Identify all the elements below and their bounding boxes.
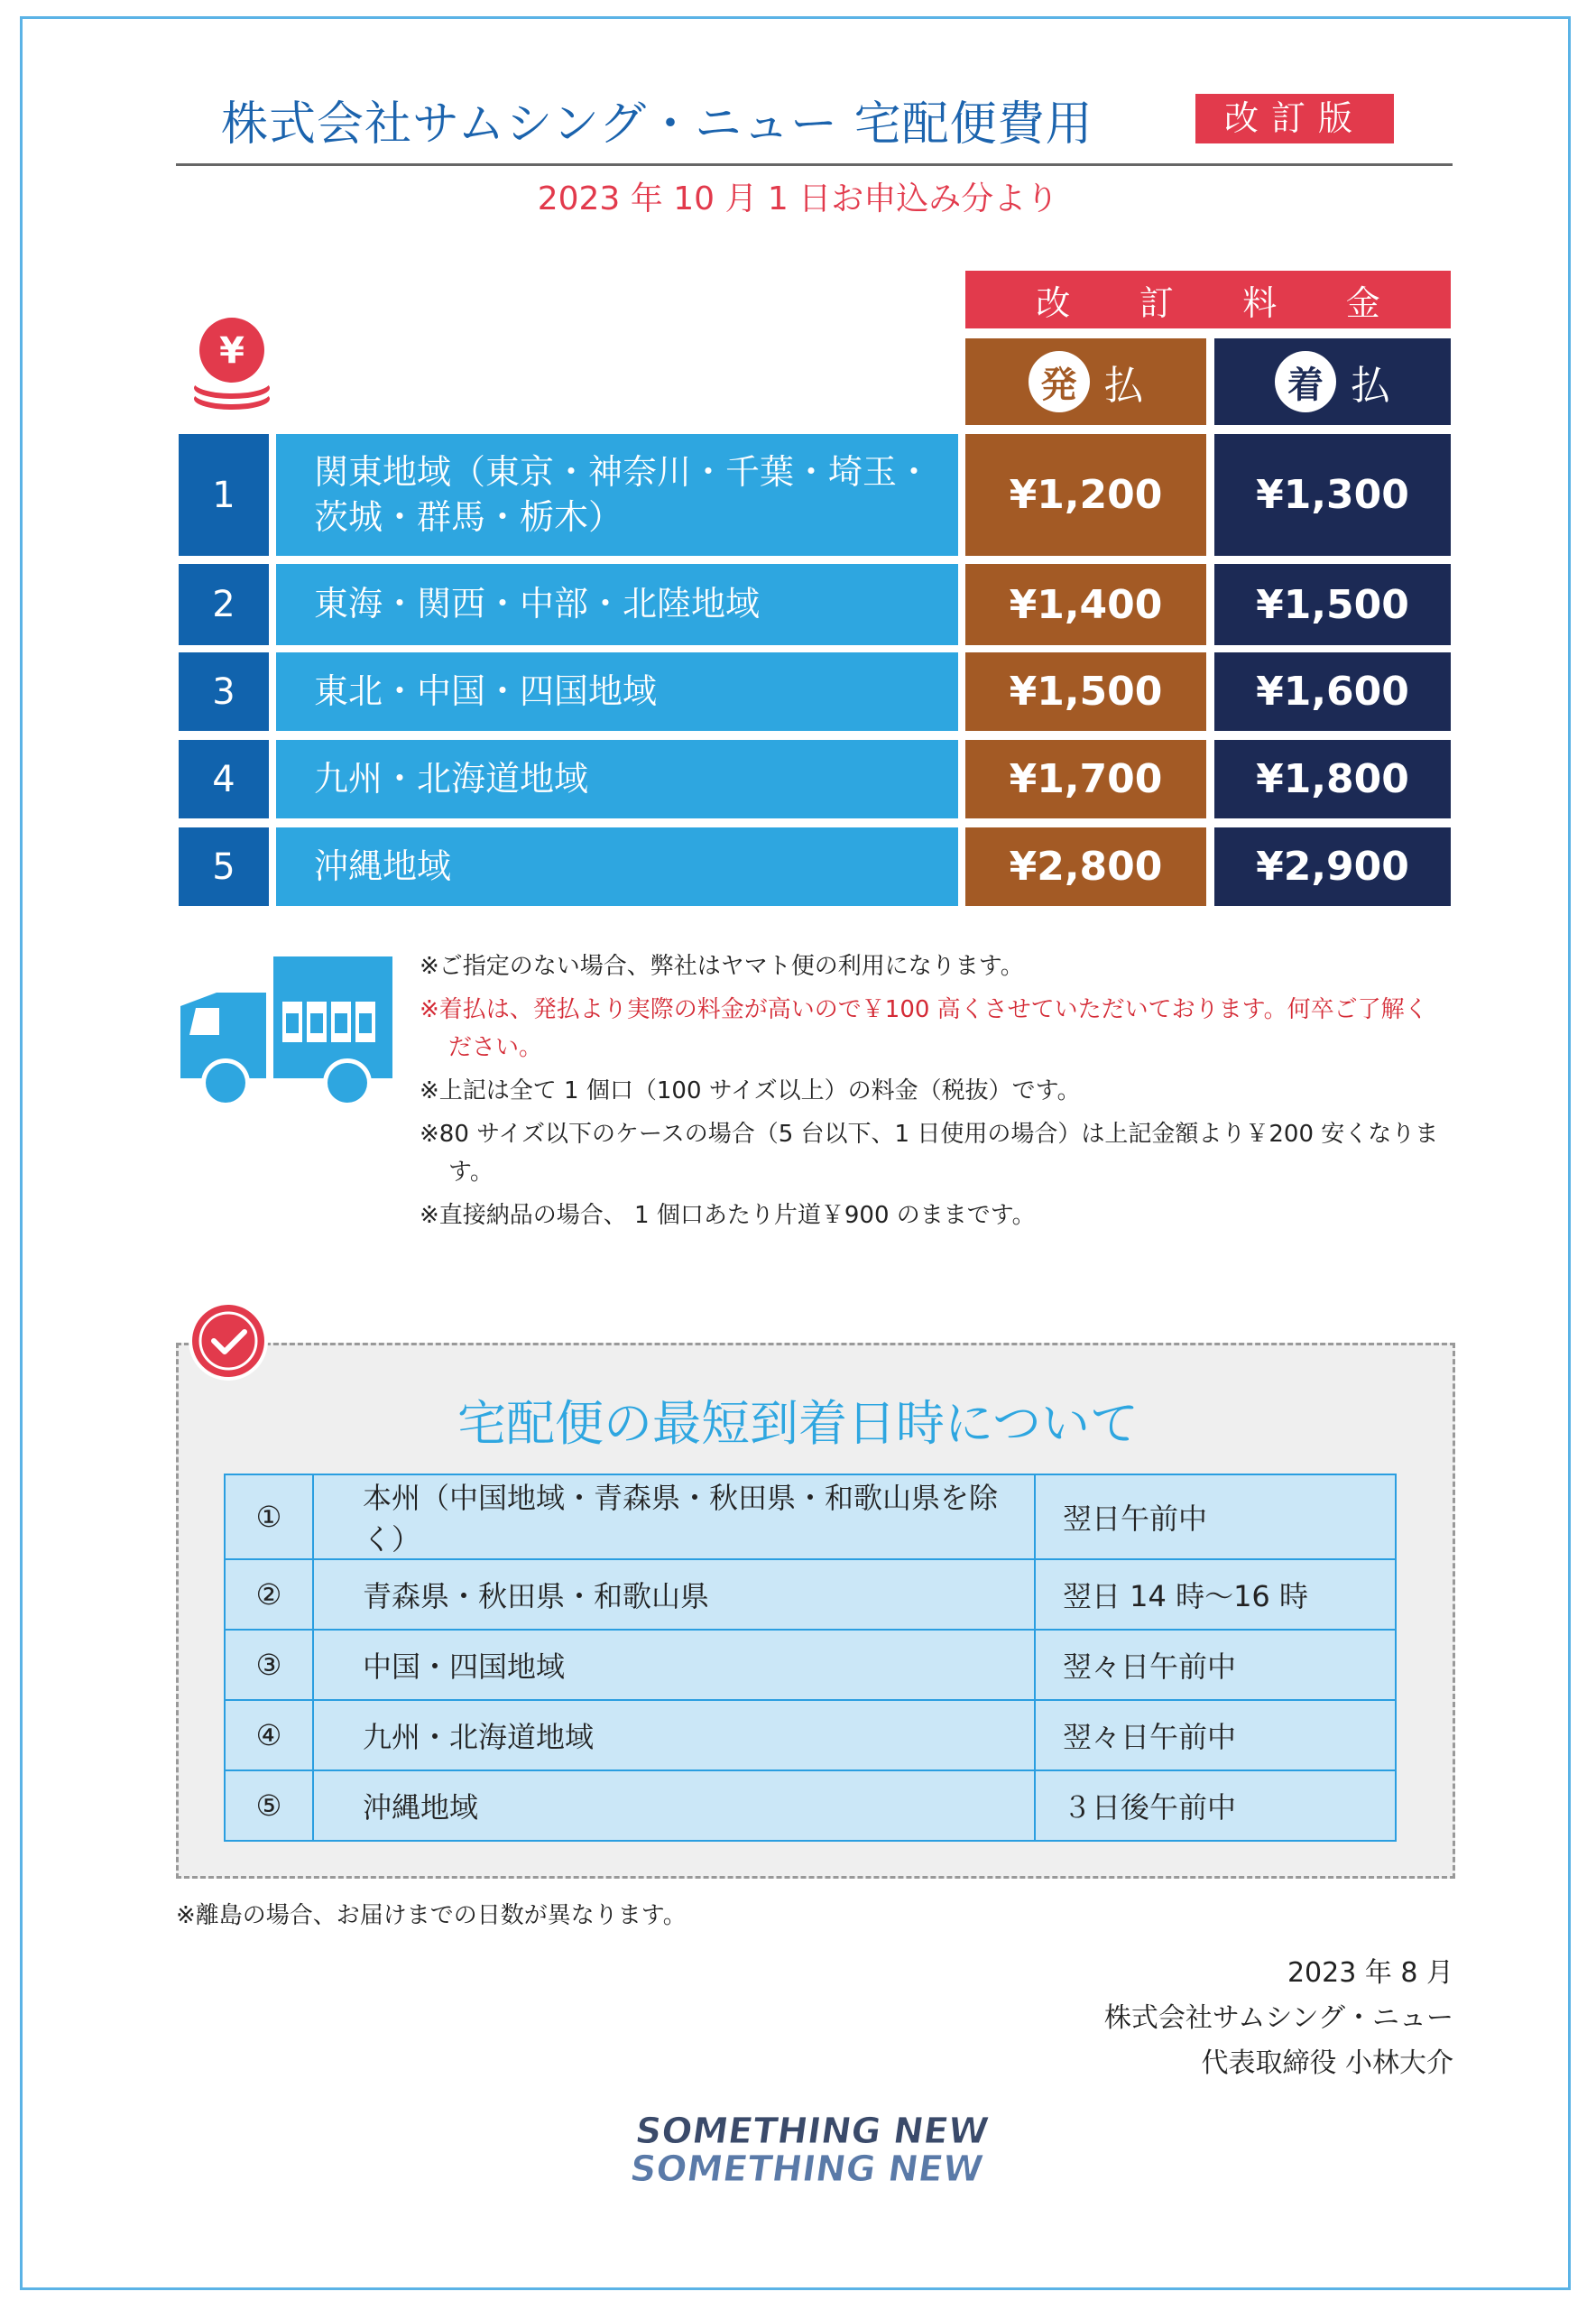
chaku-badge: 着 — [1275, 351, 1336, 412]
chaku-label: 払 — [1351, 363, 1390, 409]
delivery-num: ③ — [225, 1630, 313, 1700]
delivery-truck-icon — [176, 952, 397, 1110]
note-item: ※直接納品の場合、 1 個口あたり片道￥900 のままです。 — [420, 1202, 1036, 1229]
delivery-num: ② — [225, 1559, 313, 1630]
hatsu-label: 払 — [1103, 363, 1144, 409]
logo-line2: SOMETHING NEW — [627, 2148, 986, 2190]
revised-header-char: 金 — [1345, 282, 1380, 323]
hatsu-price: ¥1,400 — [965, 564, 1206, 645]
delivery-time: 翌々日午前中 — [1035, 1630, 1396, 1700]
revised-header-char: 料 — [1242, 282, 1278, 323]
effective-date: 2023 年 10 月 1 日お申込み分より — [537, 180, 1059, 217]
row-region: 沖縄地域 — [276, 827, 958, 906]
region-line: 茨城・群馬・栃木） — [314, 496, 623, 537]
note-item: ※ご指定のない場合、弊社はヤマト便の利用になります。 — [420, 953, 1024, 980]
hatsu-badge: 発 — [1029, 351, 1090, 412]
revised-price-header — [965, 271, 1451, 328]
chaku-price: ¥2,900 — [1214, 827, 1451, 906]
svg-text:¥: ¥ — [219, 330, 244, 372]
delivery-time: 翌日午前中 — [1035, 1474, 1396, 1559]
title-divider — [176, 163, 1453, 166]
issue-date: 2023 年 8 月 — [1287, 1957, 1453, 1989]
representative: 代表取締役 小林大介 — [1201, 2047, 1453, 2079]
revised-header-char: 改 — [1036, 282, 1071, 323]
delivery-region: 青森県・秋田県・和歌山県 — [313, 1559, 1035, 1630]
hatsu-price: ¥1,500 — [965, 652, 1206, 731]
delivery-num: ① — [225, 1474, 313, 1559]
company-name: 株式会社サムシング・ニュー — [1103, 2002, 1453, 2034]
table-row — [225, 1630, 1396, 1700]
delivery-time: 翌々日午前中 — [1035, 1700, 1396, 1770]
note-item: ※80 サイズ以下のケースの場合（5 台以下、1 日使用の場合）は上記金額より￥200 安くなります。 — [420, 1121, 1439, 1186]
revised-badge: 改訂版 — [1195, 94, 1394, 143]
table-row — [225, 1700, 1396, 1770]
sender-pays-header — [965, 338, 1206, 425]
delivery-region: 本州（中国地域・青森県・秋田県・和歌山県を除く） — [313, 1474, 1035, 1559]
delivery-table — [224, 1474, 1397, 1842]
revised-header-char: 訂 — [1139, 282, 1174, 323]
check-circle-icon — [187, 1299, 270, 1382]
delivery-section-title: 宅配便の最短到着日時について — [457, 1395, 1139, 1452]
hatsu-price: ¥1,200 — [965, 434, 1206, 556]
table-row — [225, 1474, 1396, 1559]
hatsu-price: ¥1,700 — [965, 740, 1206, 818]
receiver-pays-header — [1214, 338, 1451, 425]
row-region: 東北・中国・四国地域 — [276, 652, 958, 731]
row-number: 4 — [179, 740, 269, 818]
chaku-price: ¥1,500 — [1214, 564, 1451, 645]
chaku-price: ¥1,300 — [1214, 434, 1451, 556]
note-item: ※上記は全て 1 個口（100 サイズ以上）の料金（税抜）です。 — [420, 1077, 1081, 1104]
region-line: 関東地域（東京・神奈川・千葉・埼玉・ — [314, 452, 932, 493]
row-number: 5 — [179, 827, 269, 906]
row-number: 1 — [179, 434, 269, 556]
logo-line1: SOMETHING NEW — [632, 2111, 992, 2152]
delivery-num: ④ — [225, 1700, 313, 1770]
page-title: 株式会社サムシング・ニュー 宅配便費用 — [221, 97, 1093, 152]
row-number: 2 — [179, 564, 269, 645]
delivery-time: ３日後午前中 — [1035, 1770, 1396, 1841]
row-region — [276, 434, 958, 556]
island-footnote: ※離島の場合、お届けまでの日数が異なります。 — [176, 1902, 687, 1929]
row-number: 3 — [179, 652, 269, 731]
notes-list — [420, 947, 1448, 1240]
note-item-highlight: ※着払は、発払より実際の料金が高いので￥100 高くさせていただいております。何卒ご了解ください。 — [420, 996, 1428, 1061]
delivery-time: 翌日 14 時〜16 時 — [1035, 1559, 1396, 1630]
something-new-logo — [627, 2098, 992, 2206]
chaku-price: ¥1,600 — [1214, 652, 1451, 731]
delivery-region: 沖縄地域 — [313, 1770, 1035, 1841]
row-region: 東海・関西・中部・北陸地域 — [276, 564, 958, 645]
yen-coins-icon — [189, 316, 275, 415]
chaku-price: ¥1,800 — [1214, 740, 1451, 818]
table-row — [225, 1559, 1396, 1630]
signature-block — [1104, 1951, 1453, 2086]
row-region: 九州・北海道地域 — [276, 740, 958, 818]
delivery-num: ⑤ — [225, 1770, 313, 1841]
delivery-region: 九州・北海道地域 — [313, 1700, 1035, 1770]
table-row — [225, 1770, 1396, 1841]
hatsu-price: ¥2,800 — [965, 827, 1206, 906]
delivery-region: 中国・四国地域 — [313, 1630, 1035, 1700]
